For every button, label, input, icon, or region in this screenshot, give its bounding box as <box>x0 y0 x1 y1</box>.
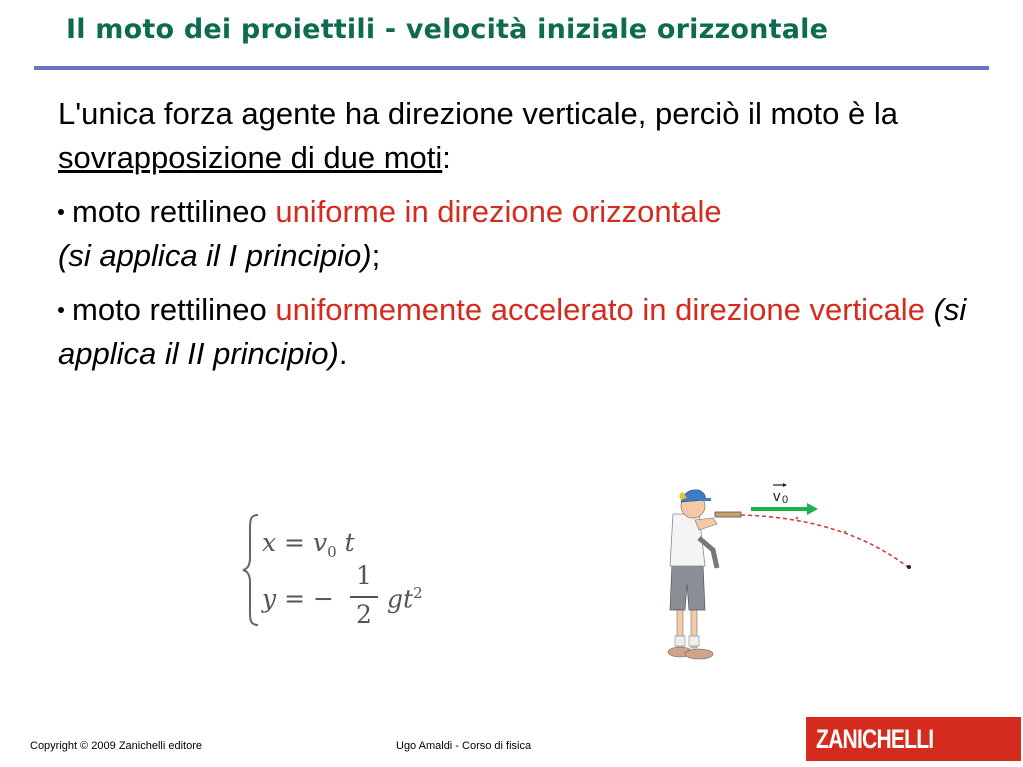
velocity-sub: 0 <box>782 494 789 506</box>
bullet-plain: moto rettilineo <box>72 194 276 229</box>
projectile-illustration <box>655 478 925 668</box>
footer-copyright: Copyright © 2009 Zanichelli editore <box>30 740 202 752</box>
title-divider <box>34 66 989 70</box>
equation-y: y = − <box>262 584 334 613</box>
logo-text: ZANICHELLI <box>816 724 934 754</box>
equation-gt: $gt^2$ <box>387 584 423 614</box>
slide-title: Il moto dei proiettili - velocità iniziale orizzontale <box>66 14 829 45</box>
publisher-logo <box>806 717 1021 761</box>
projectile-dot <box>907 565 911 569</box>
slide-body <box>58 92 978 386</box>
bullet-end: ; <box>371 238 381 273</box>
bullet-red: uniformemente accelerato in direzione verticale <box>275 292 925 327</box>
intro-text: L'unica forza agente ha direzione verticale, perciò il moto è la <box>58 96 898 131</box>
arrow-head-icon <box>807 503 818 515</box>
equation-x: $x = v_0$ t <box>262 528 355 561</box>
bullet-dot <box>58 209 64 215</box>
fraction-numerator: 1 <box>356 561 372 590</box>
bullet-horizontal <box>58 190 978 278</box>
intro-paragraph <box>58 92 978 180</box>
bullet-red: uniforme in direzione orizzontale <box>275 194 722 229</box>
bullet-plain: moto rettilineo <box>72 292 276 327</box>
footer-course: Ugo Amaldi - Corso di fisica <box>396 740 532 752</box>
bullet-italic: (si applica il I principio) <box>58 238 372 273</box>
intro-colon: : <box>442 140 451 175</box>
brace-icon <box>240 512 262 628</box>
bullet-italic: (si applica il II principio) <box>58 292 967 371</box>
intro-underlined: sovrapposizione di due moti <box>58 140 443 175</box>
velocity-label: v <box>773 488 781 505</box>
bullet-vertical <box>58 288 978 376</box>
fraction-denominator: 2 <box>356 600 372 629</box>
fraction-bar <box>350 596 378 598</box>
bullet-end: . <box>338 336 348 371</box>
trajectory-curve <box>741 515 909 568</box>
bullet-dot <box>58 307 64 313</box>
